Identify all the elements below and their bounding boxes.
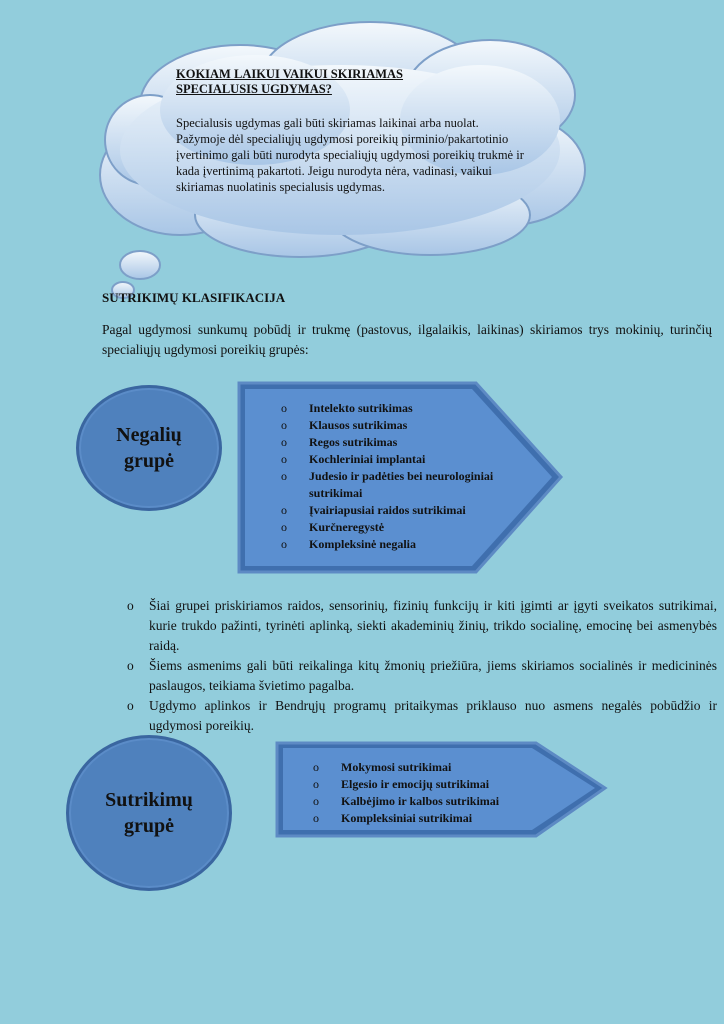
group2-list [313,759,553,827]
section-title: SUTRIKIMŲ KLASIFIKACIJA [102,290,286,305]
intro-paragraph: Pagal ugdymosi sunkumų pobūdį ir trukmę (pastovus, ilgalaikis, laikinas) skiriamos trys mokinių, turinčių specialiųjų ugdymosi poreikių grupės: [102,322,712,357]
cloud-title: KOKIAM LAIKUI VAIKUI SKIRIAMAS SPECIALUSIS UGDYMAS? [176,67,404,96]
group2-name-line2: grupė [124,815,174,837]
note-item: o Šiai grupei priskiriamos raidos, sensorinių, fizinių funkcijų ir kiti įgimti ar įgyti sveikatos sutrikimai, kurie trukdo pažinti, tyrinėti aplinką, siekti akademinių žinių, trikdo socialinę, emocinę bei asmenybės raidą. [127,596,717,656]
group1-name-line1: Negalių [116,424,182,446]
group2-item: o Mokymosi sutrikimai [313,759,553,776]
group1-item: o Klausos sutrikimas [281,417,501,434]
group1-list [281,400,501,553]
group1-item: o Įvairiapusiai raidos sutrikimai [281,502,501,519]
group2-item: o Elgesio ir emocijų sutrikimai [313,776,553,793]
group1-name-line2: grupė [124,450,174,472]
group1-item: o Kurčneregystė [281,519,501,536]
group2-item: o Kompleksiniai sutrikimai [313,810,553,827]
group1-item: o Kochleriniai implantai [281,451,501,468]
group1-item: o Judesio ir padėties bei neurologiniai sutrikimai [281,468,501,502]
group1-item: o Regos sutrikimas [281,434,501,451]
group2-name-line1: Sutrikimų [105,789,193,811]
group2-oval [66,735,232,891]
group1-item: o Intelekto sutrikimas [281,400,501,417]
cloud-body-text: Specialusis ugdymas gali būti skiriamas laikinai arba nuolat. Pažymoje dėl specialiųjų ugdymosi poreikių pirminio/pakartotinio įvertinimo gali būti nurodyta specialiųjų ugdymosi poreikių trukmė ir kada įvertinimą pakartoti. Jeigu nurodyta nėra, vadinasi, vaikui skiriamas nuolatinis specialusis ugdymas. [176,116,524,194]
group1-notes [127,596,717,736]
group1-oval [76,385,222,511]
note-item: o Šiems asmenims gali būti reikalinga kitų žmonių priežiūra, jiems skiriamos socialinės ir medicininės paslaugos, teikiama švietimo pagalba. [127,656,717,696]
group2-item: o Kalbėjimo ir kalbos sutrikimai [313,793,553,810]
group1-item: o Kompleksinė negalia [281,536,501,553]
note-item: o Ugdymo aplinkos ir Bendrųjų programų pritaikymas priklauso nuo asmens negalės pobūdžio ir ugdymosi poreikių. [127,696,717,736]
